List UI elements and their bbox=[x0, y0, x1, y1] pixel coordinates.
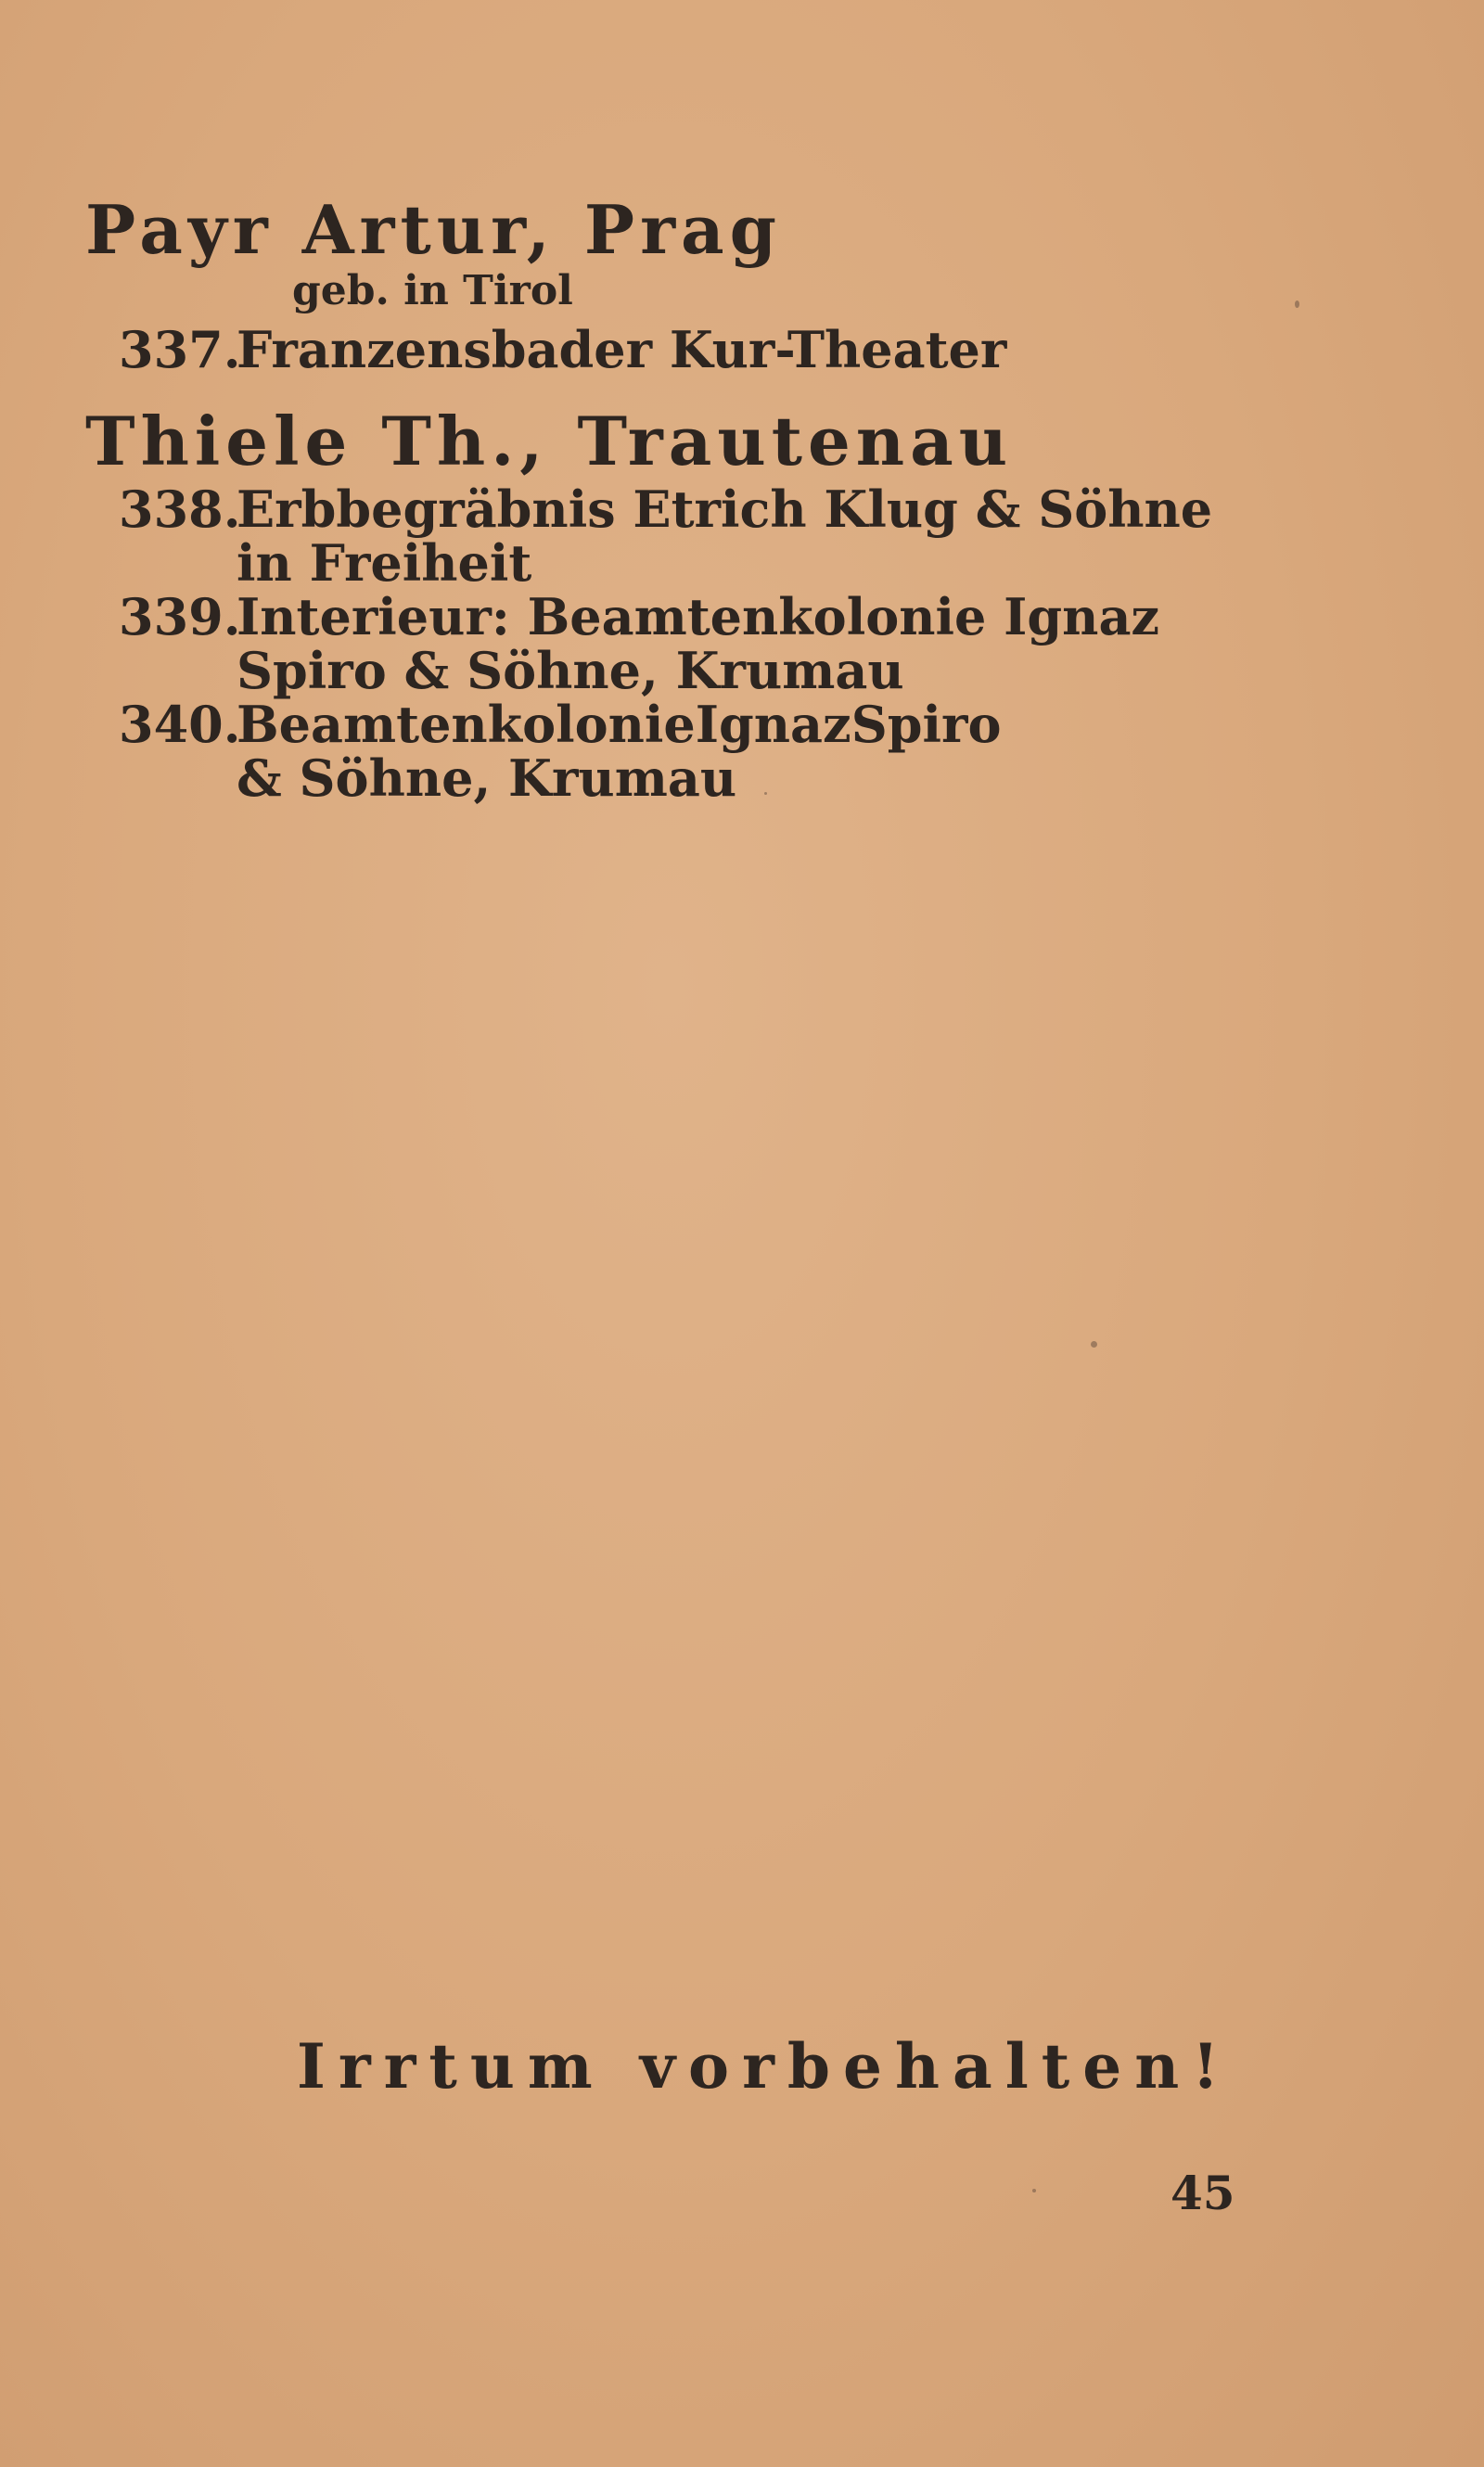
artist-heading: Thiele Th., Trautenau bbox=[85, 402, 1014, 480]
entry-title: Erbbegräbnis Etrich Klug & Söhne bbox=[237, 479, 1213, 539]
entry-title-continued: in Freiheit bbox=[237, 533, 532, 593]
paper-speck bbox=[1091, 1341, 1097, 1348]
entry-word: Ignaz bbox=[695, 695, 851, 754]
paper-speck bbox=[1295, 300, 1299, 308]
disclaimer-note: Irrtum vorbehalten! bbox=[297, 2030, 1233, 2103]
entry-title-continued: & Söhne, Krumau bbox=[237, 748, 737, 808]
entry-number: 337. bbox=[119, 320, 241, 379]
entry-word: Beamtenkolonie bbox=[237, 695, 696, 754]
page-number: 45 bbox=[1171, 2166, 1235, 2220]
artist-heading: Payr Artur, Prag bbox=[85, 190, 782, 269]
paper-speck bbox=[764, 792, 767, 795]
entry-title: Interieur: Beamtenkolonie Ignaz bbox=[237, 587, 1160, 646]
entry-number: 338. bbox=[119, 479, 241, 539]
entry-title-continued: Spiro & Söhne, Krumau bbox=[237, 641, 904, 700]
entry-title bbox=[237, 695, 1002, 754]
entry-number: 340. bbox=[119, 695, 241, 754]
entry-number: 339. bbox=[119, 587, 241, 646]
paper-speck bbox=[1032, 2189, 1036, 2192]
artist-note: geb. in Tirol bbox=[292, 267, 573, 314]
entry-title: Franzensbader Kur-Theater bbox=[237, 320, 1007, 379]
entry-word: Spiro bbox=[851, 695, 1002, 754]
